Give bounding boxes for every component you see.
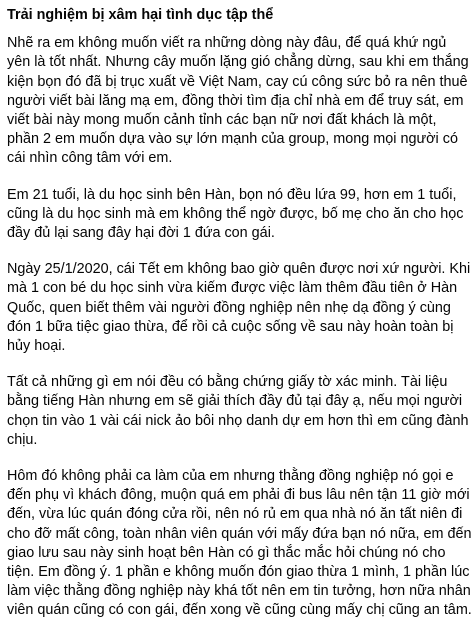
post-body xyxy=(7,6,472,621)
paragraph-5: Hôm đó không phải ca làm của em nhưng thằng đồng nghiệp nó gọi e đến phụ vì khách đông, muộn quá em phải đi bus lâu nên tận 11 giờ mới đến, vừa lúc quán đóng cửa rồi, nên nó rủ em qua nhà nó ăn tất niên đi cho đỡ mất công, toàn nhân viên quán với mấy đứa bạn nó nữa, em đến giao lưu sau này sinh hoạt bên Hàn có gì thắc mắc hỏi chúng nó cho tiện. Em đồng ý. 1 phần e không muốn đón giao thừa 1 mình, 1 phần lúc làm việc thằng đồng nghiệp này khá tốt nên em tin tưởng, hơn nữa nhân viên quán cũng có con gái, đến xong về cũng cùng mấy chị cũng an tâm. xyxy=(7,468,472,619)
paragraph-3: Ngày 25/1/2020, cái Tết em không bao giờ quên được nơi xứ người. Khi mà 1 con bé du học sinh vừa kiếm được việc làm thêm đầu tiên ở Hàn Quốc, quen biết thêm vài người đồng nghiệp nên nhẹ dạ đồng ý cùng đón 1 bữa tiệc giao thừa, để rồi cả cuộc sống về sau này hoàn toàn bị hủy hoại. xyxy=(7,261,471,355)
paragraph-2: Em 21 tuổi, là du học sinh bên Hàn, bọn nó đều lứa 99, hơn em 1 tuổi, cũng là du học sinh mà em không thể ngờ được, bố mẹ cho ăn cho học đầy đủ lại sang đây hại đời 1 đứa con gái. xyxy=(7,186,464,242)
post-title: Trải nghiệm bị xâm hại tình dục tập thể xyxy=(7,7,274,23)
paragraph-4: Tất cả những gì em nói đều có bằng chứng giấy tờ xác minh. Tài liệu bằng tiếng Hàn nhưng em sẽ giải thích đầy đủ tại đây ạ, nếu mọi người chọn tin vào 1 vài cái nick ảo bôi nhọ danh dự em hơn thì em cũng đành chịu. xyxy=(7,374,469,448)
paragraph-1: Nhẽ ra em không muốn viết ra những dòng này đâu, để quá khứ ngủ yên là tốt nhất. Nhưng cây muốn lặng gió chẳng dừng, sau khi em thắng kiện bọn đó đã bị trục xuất về Việt Nam, cay cú công sức bỏ ra nên thuê người viết bài lăng mạ em, đồng thời tìm địa chỉ nhà em để truy sát, em viết bài này mong muốn cảnh tỉnh các bạn nữ nơi đất khách là một, phần 2 em muốn dựa vào sự lớn mạnh của group, mong mọi người có cái nhìn công tâm với em. xyxy=(7,35,469,167)
